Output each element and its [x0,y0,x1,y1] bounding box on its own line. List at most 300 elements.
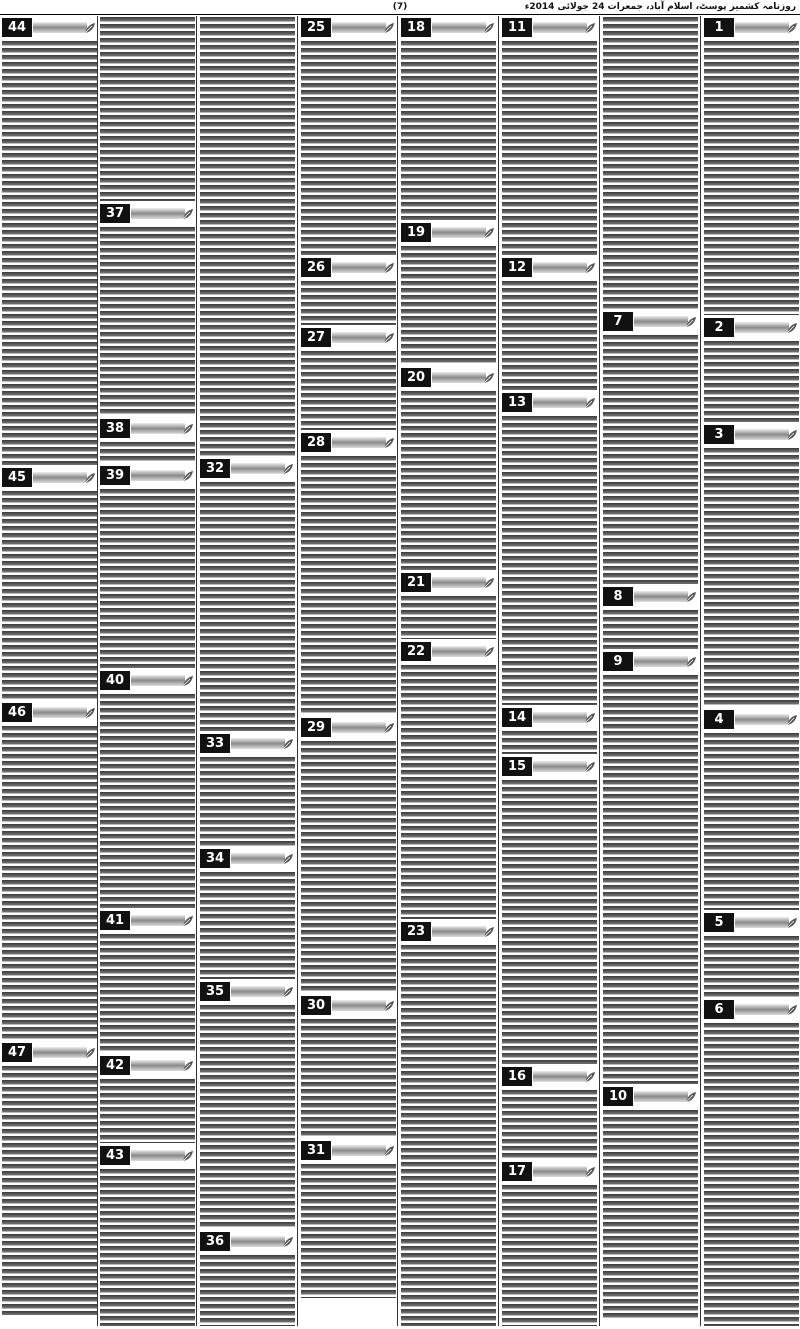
item-header [401,368,496,387]
header-bar [735,429,789,440]
item-header [100,1146,195,1165]
item-header [301,718,396,737]
header-bar [332,262,386,273]
item-header [301,996,396,1015]
item-number: 14 [502,708,532,727]
text-lines [200,756,295,846]
urdu-text-block [100,441,195,463]
urdu-text-block [401,40,496,220]
item-header [603,312,698,331]
item-header [100,1056,195,1075]
news-item [704,318,799,422]
urdu-text-block [301,1018,396,1138]
masthead-title: روزنامہ کشمیر پوسٹ، اسلام آباد، جمعرات 24 جولائی 2014ء [524,2,796,12]
urdu-text-block [200,16,295,456]
header-bar [432,577,486,588]
leaf-icon [181,673,195,687]
item-number: 18 [401,18,431,37]
item-header [100,671,195,690]
header-bar [432,646,486,657]
urdu-text-block [301,280,396,325]
item-number: 45 [2,468,32,487]
item-header [200,1232,295,1251]
item-header [502,393,597,412]
urdu-text-block [502,779,597,1064]
urdu-text-block [704,340,799,422]
news-item [301,718,396,993]
text-lines [301,350,396,430]
urdu-text-block [100,1168,195,1326]
item-header [603,587,698,606]
news-item [301,1141,396,1298]
item-header [704,318,799,337]
header-bar [432,227,486,238]
text-lines [301,40,396,255]
urdu-text-block [704,447,799,707]
leaf-icon [83,1045,97,1059]
item-header [2,18,97,37]
text-lines [401,944,496,1326]
leaf-icon [684,1089,698,1103]
item-header [301,1141,396,1160]
urdu-text-block [502,1089,597,1159]
text-lines [200,1254,295,1326]
item-header [502,1162,597,1181]
text-lines [401,664,496,919]
urdu-text-block [603,334,698,584]
news-item [2,1043,97,1315]
text-lines [200,481,295,731]
item-header [603,652,698,671]
news-item [401,642,496,919]
leaf-icon [785,915,799,929]
leaf-icon [382,998,396,1012]
urdu-text-block [200,871,295,979]
item-number: 17 [502,1162,532,1181]
item-header [401,18,496,37]
header-bar [533,262,587,273]
column-rule [599,16,600,1326]
urdu-text-block [301,740,396,993]
news-column [401,16,496,1326]
item-header [502,1067,597,1086]
urdu-text-block [100,693,195,908]
text-lines [301,455,396,715]
text-lines [704,447,799,707]
item-number: 44 [2,18,32,37]
column-rule [397,16,398,1326]
column-rule [700,16,701,1326]
item-number: 6 [704,1000,734,1019]
item-number: 2 [704,318,734,337]
header-bar [33,1047,87,1058]
item-number: 36 [200,1232,230,1251]
text-lines [704,340,799,422]
header-bar [332,437,386,448]
item-header [401,642,496,661]
news-item [704,425,799,707]
header-bar [332,332,386,343]
text-lines [704,732,799,910]
item-number: 40 [100,671,130,690]
text-lines [301,740,396,993]
item-number: 34 [200,849,230,868]
leaf-icon [482,370,496,384]
item-header [301,18,396,37]
news-item [502,757,597,1064]
urdu-text-block [401,664,496,919]
news-item [401,18,496,220]
text-lines [603,16,698,309]
urdu-text-block [704,40,799,315]
news-item [200,734,295,846]
item-number: 31 [301,1141,331,1160]
urdu-text-block [301,350,396,430]
leaf-icon [382,435,396,449]
item-header [100,466,195,485]
item-number: 38 [100,419,130,438]
urdu-text-block [704,732,799,910]
news-column [200,16,295,1326]
item-header [401,922,496,941]
header-bar [735,714,789,725]
news-item [301,258,396,325]
leaf-icon [181,421,195,435]
news-item [2,468,97,700]
urdu-text-block [200,1254,295,1326]
urdu-text-block [704,1022,799,1326]
column-rule [498,16,499,1326]
news-item [100,204,195,416]
item-number: 13 [502,393,532,412]
leaf-icon [583,710,597,724]
text-lines [401,40,496,220]
text-lines [100,488,195,668]
header-bar [533,397,587,408]
item-number: 42 [100,1056,130,1075]
text-lines [704,1022,799,1326]
item-number: 11 [502,18,532,37]
item-number: 8 [603,587,633,606]
item-number: 16 [502,1067,532,1086]
item-number: 21 [401,573,431,592]
news-item [100,1056,195,1143]
header-bar [231,986,285,997]
item-number: 12 [502,258,532,277]
header-bar [332,1000,386,1011]
leaf-icon [83,20,97,34]
news-item [200,849,295,979]
text-lines [100,226,195,416]
header-bar [735,1004,789,1015]
text-lines [603,1109,698,1319]
leaf-icon [583,395,597,409]
item-number: 5 [704,913,734,932]
text-lines [2,490,97,700]
item-number: 25 [301,18,331,37]
item-number: 41 [100,911,130,930]
header-bar [131,1060,185,1071]
text-lines [100,16,195,201]
urdu-text-block [603,609,698,649]
news-column [100,16,195,1326]
urdu-text-block [401,390,496,570]
leaf-icon [583,260,597,274]
urdu-text-block [401,595,496,639]
news-item [502,18,597,255]
urdu-text-block [502,415,597,705]
news-item [200,1232,295,1326]
item-header [2,1043,97,1062]
leaf-icon [382,330,396,344]
news-item [100,16,195,201]
text-lines [603,674,698,1084]
leaf-icon [482,924,496,938]
header-bar [634,1091,688,1102]
item-header [502,708,597,727]
item-number: 37 [100,204,130,223]
urdu-text-block [603,16,698,309]
text-lines [200,871,295,979]
header-bar [634,591,688,602]
header-bar [432,372,486,383]
page-number: (7) [392,2,408,12]
leaf-icon [684,654,698,668]
item-header [401,573,496,592]
header-bar [533,761,587,772]
news-item [502,708,597,754]
news-item [704,18,799,315]
item-header [502,757,597,776]
text-lines [502,40,597,255]
urdu-text-block [502,730,597,754]
news-item [704,1000,799,1326]
item-header [2,468,97,487]
text-lines [502,1089,597,1159]
header-bar [332,22,386,33]
leaf-icon [785,320,799,334]
leaf-icon [785,1002,799,1016]
item-header [401,223,496,242]
urdu-text-block [502,40,597,255]
item-number: 32 [200,459,230,478]
news-column [301,16,396,1326]
item-header [704,913,799,932]
news-column [502,16,597,1326]
header-bar [33,22,87,33]
text-lines [603,334,698,584]
news-item [200,459,295,731]
leaf-icon [281,461,295,475]
item-header [704,18,799,37]
leaf-icon [583,20,597,34]
news-column [603,16,698,1326]
news-item [502,1162,597,1326]
text-lines [603,609,698,649]
text-lines [2,1065,97,1315]
leaf-icon [281,984,295,998]
item-header [200,982,295,1001]
header-bar [332,722,386,733]
text-lines [200,1004,295,1229]
header-bar [634,316,688,327]
urdu-text-block [100,933,195,1053]
urdu-text-block [200,1004,295,1229]
header-bar [735,917,789,928]
leaf-icon [181,1148,195,1162]
leaf-icon [382,20,396,34]
news-item [401,368,496,570]
urdu-text-block [704,935,799,997]
item-number: 22 [401,642,431,661]
leaf-icon [83,705,97,719]
leaf-icon [83,470,97,484]
item-number: 46 [2,703,32,722]
item-number: 10 [603,1087,633,1106]
text-lines [401,245,496,365]
header-bar [131,470,185,481]
item-number: 33 [200,734,230,753]
column-rule [97,16,98,1326]
news-item [100,466,195,668]
leaf-icon [281,736,295,750]
item-number: 47 [2,1043,32,1062]
item-header [200,734,295,753]
header-bar [634,656,688,667]
urdu-text-block [2,490,97,700]
text-lines [502,730,597,754]
header-bar [33,707,87,718]
text-lines [2,40,97,465]
header-bar [33,472,87,483]
news-item [704,913,799,997]
urdu-text-block [100,488,195,668]
text-lines [401,390,496,570]
item-header [301,258,396,277]
text-lines [401,595,496,639]
leaf-icon [181,1058,195,1072]
text-lines [502,280,597,390]
item-header [502,258,597,277]
text-lines [502,779,597,1064]
news-item [301,433,396,715]
item-header [603,1087,698,1106]
item-number: 23 [401,922,431,941]
item-header [200,849,295,868]
text-lines [502,415,597,705]
leaf-icon [583,1069,597,1083]
text-lines [301,280,396,325]
news-column [704,16,799,1326]
leaf-icon [181,913,195,927]
news-item [603,1087,698,1319]
item-header [704,710,799,729]
item-header [704,425,799,444]
text-lines [704,935,799,997]
urdu-text-block [301,1163,396,1298]
text-lines [704,40,799,315]
header-bar [432,22,486,33]
leaf-icon [583,1164,597,1178]
news-column [2,16,97,1326]
item-header [100,419,195,438]
urdu-text-block [603,674,698,1084]
urdu-text-block [603,1109,698,1319]
news-item [502,1067,597,1159]
item-number: 9 [603,652,633,671]
item-header [301,433,396,452]
item-number: 27 [301,328,331,347]
leaf-icon [281,1234,295,1248]
leaf-icon [785,712,799,726]
item-number: 30 [301,996,331,1015]
item-header [301,328,396,347]
text-lines [502,1184,597,1326]
header-bar [735,22,789,33]
leaf-icon [482,20,496,34]
leaf-icon [281,851,295,865]
header-bar [432,926,486,937]
urdu-text-block [200,481,295,731]
text-lines [100,1078,195,1143]
urdu-text-block [401,944,496,1326]
header-bar [533,1071,587,1082]
news-item [200,982,295,1229]
leaf-icon [382,1143,396,1157]
text-lines [200,16,295,456]
masthead [0,0,800,15]
item-number: 3 [704,425,734,444]
news-item [401,573,496,639]
news-item [100,1146,195,1326]
news-item [301,18,396,255]
leaf-icon [684,314,698,328]
urdu-text-block [100,226,195,416]
leaf-icon [482,225,496,239]
text-lines [100,933,195,1053]
header-bar [131,915,185,926]
urdu-text-block [100,16,195,201]
header-bar [131,208,185,219]
urdu-text-block [502,1184,597,1326]
column-rule [196,16,197,1326]
header-bar [533,1166,587,1177]
header-bar [131,675,185,686]
text-lines [301,1018,396,1138]
news-item [603,652,698,1084]
urdu-text-block [2,1065,97,1315]
item-number: 35 [200,982,230,1001]
leaf-icon [482,575,496,589]
header-bar [131,423,185,434]
urdu-text-block [301,40,396,255]
header-bar [231,738,285,749]
leaf-icon [181,206,195,220]
item-header [100,911,195,930]
news-item [100,419,195,463]
leaf-icon [785,20,799,34]
header-bar [533,22,587,33]
news-item [502,393,597,705]
item-number: 1 [704,18,734,37]
item-number: 26 [301,258,331,277]
news-item [301,996,396,1138]
news-item [603,312,698,584]
header-bar [231,1236,285,1247]
item-number: 15 [502,757,532,776]
urdu-text-block [200,756,295,846]
item-header [200,459,295,478]
